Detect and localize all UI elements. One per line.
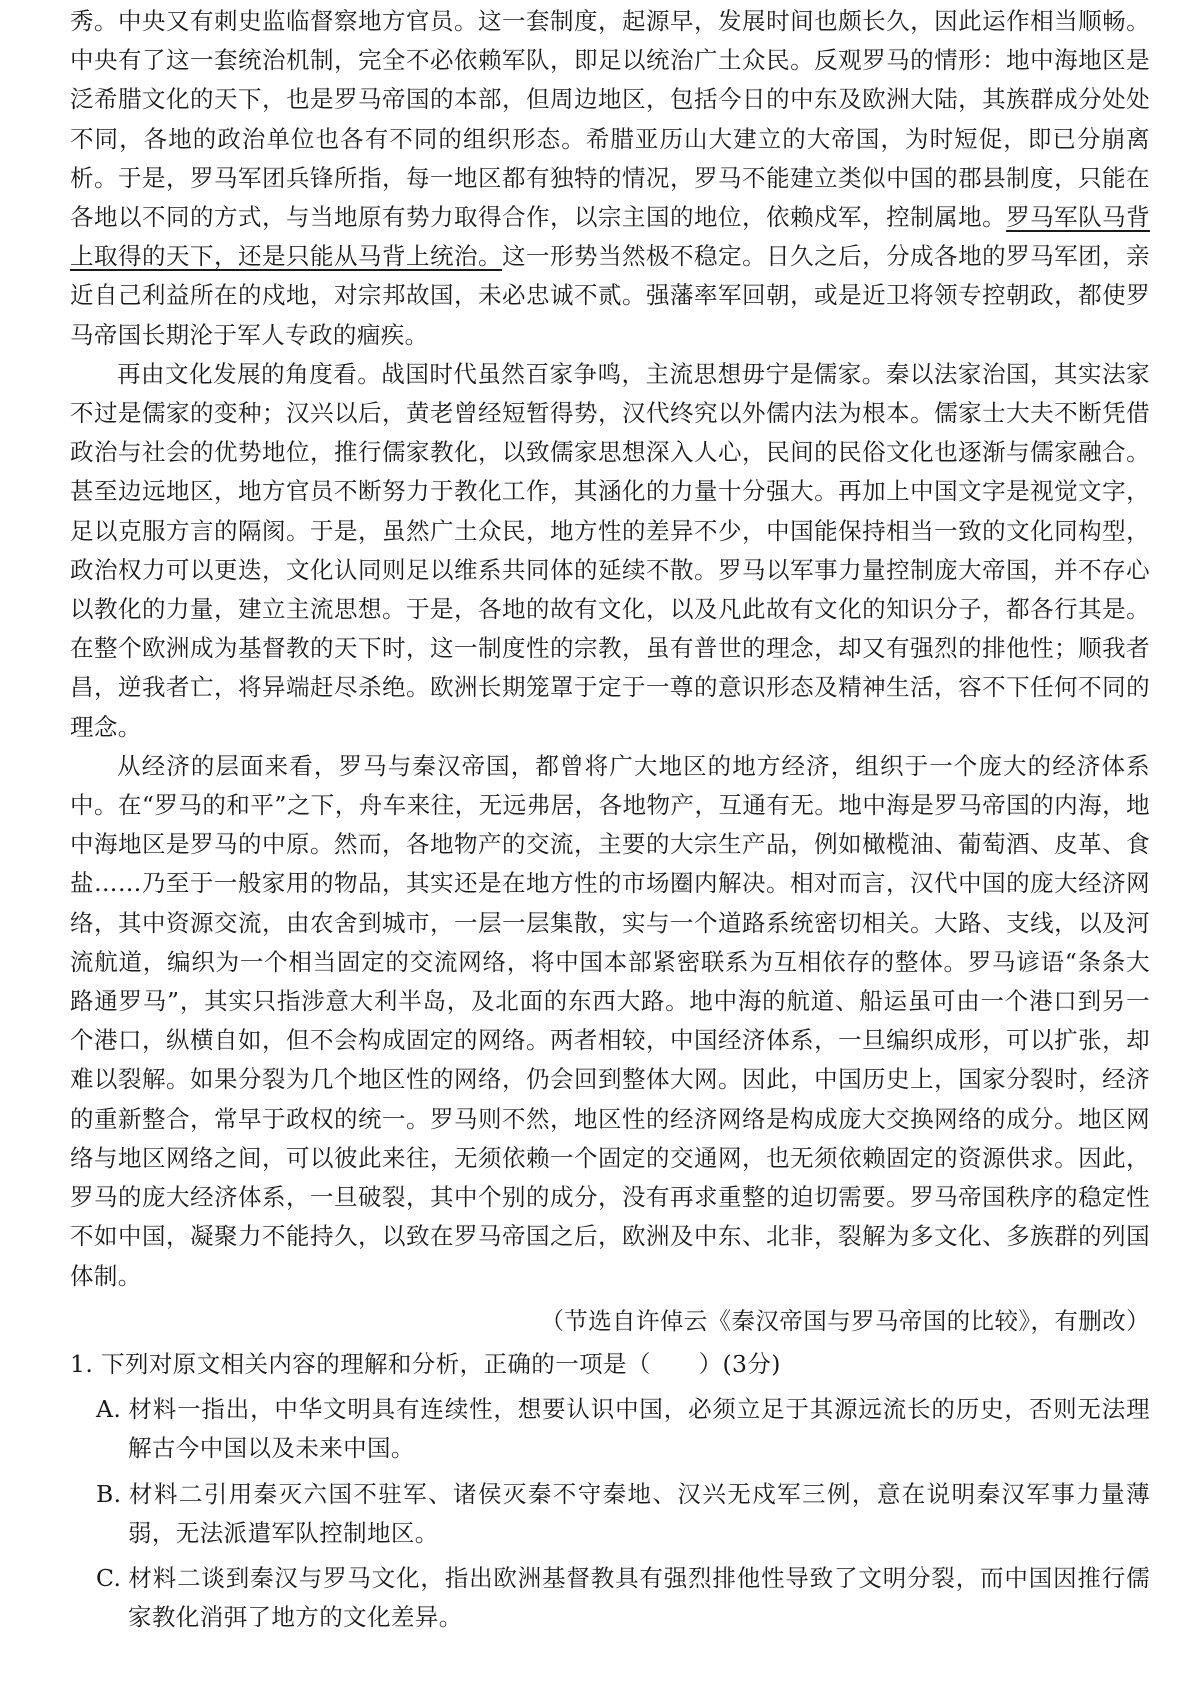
source-citation: （节选自许倬云《秦汉帝国与罗马帝国的比较》，有删改） (540, 1306, 1150, 1335)
option-a (70, 1390, 1150, 1468)
option-a-letter: A. (96, 1395, 122, 1424)
underlined-sentence: 罗马军队马背上取得的天下，还是只能从马背上统治。 (70, 203, 1150, 271)
article-paragraph-3: 从经济的层面来看，罗马与秦汉帝国，都曾将广大地区的地方经济，组织于一个庞大的经济体系中。在“罗马的和平”之下，舟车来往，无远弗居，各地物产，互通有无。地中海是罗马帝国的内海，地中海地区是罗马的中原。然而，各地物产的交流，主要的大宗生产品，例如橄榄油、葡萄酒、皮革、食盐……乃至于一般家用的物品，其实还是在地方性的市场圈内解决。相对而言，汉代中国的庞大经济网络，其中资源交流，由农舍到城市，一层一层集散，实与一个道路系统密切相关。大路、支线，以及河流航道，编织为一个相当固定的交流网络，将中国本部紧密联系为互相依存的整体。罗马谚语“条条大路通罗马”，其实只指涉意大利半岛，及北面的东西大路。地中海的航道、船运虽可由一个港口到另一个港口，纵横自如，但不会构成固定的网络。两者相较，中国经济体系，一旦编织成形，可以扩张，却难以裂解。如果分裂为几个地区性的网络，仍会回到整体大网。因此，中国历史上，国家分裂时，经济的重新整合，常早于政权的统一。罗马则不然，地区性的经济网络是构成庞大交换网络的成分。地区网络与地区网络之间，可以彼此来往，无须依赖一个固定的交通网，也无须依赖固定的资源供求。因此，罗马的庞大经济体系，一旦破裂，其中个别的成分，没有再求重整的迫切需要。罗马帝国秩序的稳定性不如中国，凝聚力不能持久，以致在罗马帝国之后，欧洲及中东、北非，裂解为多文化、多族群的列国体制。 (70, 751, 1150, 1290)
option-b (70, 1475, 1150, 1553)
option-c-letter: C. (96, 1563, 122, 1592)
option-a-text: 材料一指出，中华文明具有连续性，想要认识中国，必须立足于其源远流长的历史，否则无法理解古今中国以及未来中国。 (128, 1395, 1150, 1463)
exam-page (70, 0, 1150, 1637)
article-paragraph-2: 再由文化发展的角度看。战国时代虽然百家争鸣，主流思想毋宁是儒家。秦以法家治国，其实法家不过是儒家的变种；汉兴以后，黄老曾经短暂得势，汉代终究以外儒内法为根本。儒家士大夫不断凭借政治与社会的优势地位，推行儒家教化，以致儒家思想深入人心，民间的民俗文化也逐渐与儒家融合。甚至边远地区，地方官员不断努力于教化工作，其涵化的力量十分强大。再加上中国文字是视觉文字，足以克服方言的隔阂。于是，虽然广土众民，地方性的差异不少，中国能保持相当一致的文化同构型，政治权力可以更迭，文化认同则足以维系共同体的延续不散。罗马以军事力量控制庞大帝国，并不存心以教化的力量，建立主流思想。于是，各地的故有文化，以及凡此故有文化的知识分子，都各行其是。在整个欧洲成为基督教的天下时，这一制度性的宗教，虽有普世的理念，却又有强烈的排他性；顺我者昌，逆我者亡，将异端赶尽杀绝。欧洲长期笼罩于定于一尊的意识形态及精神生活，容不下任何不同的理念。 (70, 359, 1150, 741)
option-b-letter: B. (96, 1479, 122, 1508)
option-c-text: 材料二谈到秦汉与罗马文化，指出欧洲基督教具有强烈排他性导致了文明分裂，而中国因推行儒家教化消弭了地方的文化差异。 (128, 1563, 1150, 1632)
option-c (70, 1559, 1150, 1637)
article-paragraph-1 (70, 2, 1150, 355)
paragraph-1-text-after: 这一形势当然极不稳定。日久之后，分成各地的罗马军团，亲近自己利益所在的戍地，对宗邦故国，未必忠诚不贰。强藩率军回朝，或是近卫将领专控朝政，都使罗马帝国长期沦于军人专政的痼疾。 (70, 242, 1150, 349)
question-stem: 1. 下列对原文相关内容的理解和分析，正确的一项是（ ）(3分) (70, 1349, 781, 1378)
paragraph-1-text-before: 秀。中央又有刺史监临督察地方官员。这一套制度，起源早，发展时间也颇长久，因此运作相当顺畅。中央有了这一套统治机制，完全不必依赖军队，即足以统治广土众民。反观罗马的情形：地中海地区是泛希腊文化的天下，也是罗马帝国的本部，但周边地区，包括今日的中东及欧洲大陆，其族群成分处处不同，各地的政治单位也各有不同的组织形态。希腊亚历山大建立的大帝国，为时短促，即已分崩离析。于是，罗马军团兵锋所指，每一地区都有独特的情况，罗马不能建立类似中国的郡县制度，只能在各地以不同的方式，与当地原有势力取得合作，以宗主国的地位，依赖戍军，控制属地。 (70, 7, 1150, 232)
option-b-text: 材料二引用秦灭六国不驻军、诸侯灭秦不守秦地、汉兴无戍军三例，意在说明秦汉军事力量薄弱，无法派遣军队控制地区。 (128, 1479, 1150, 1547)
